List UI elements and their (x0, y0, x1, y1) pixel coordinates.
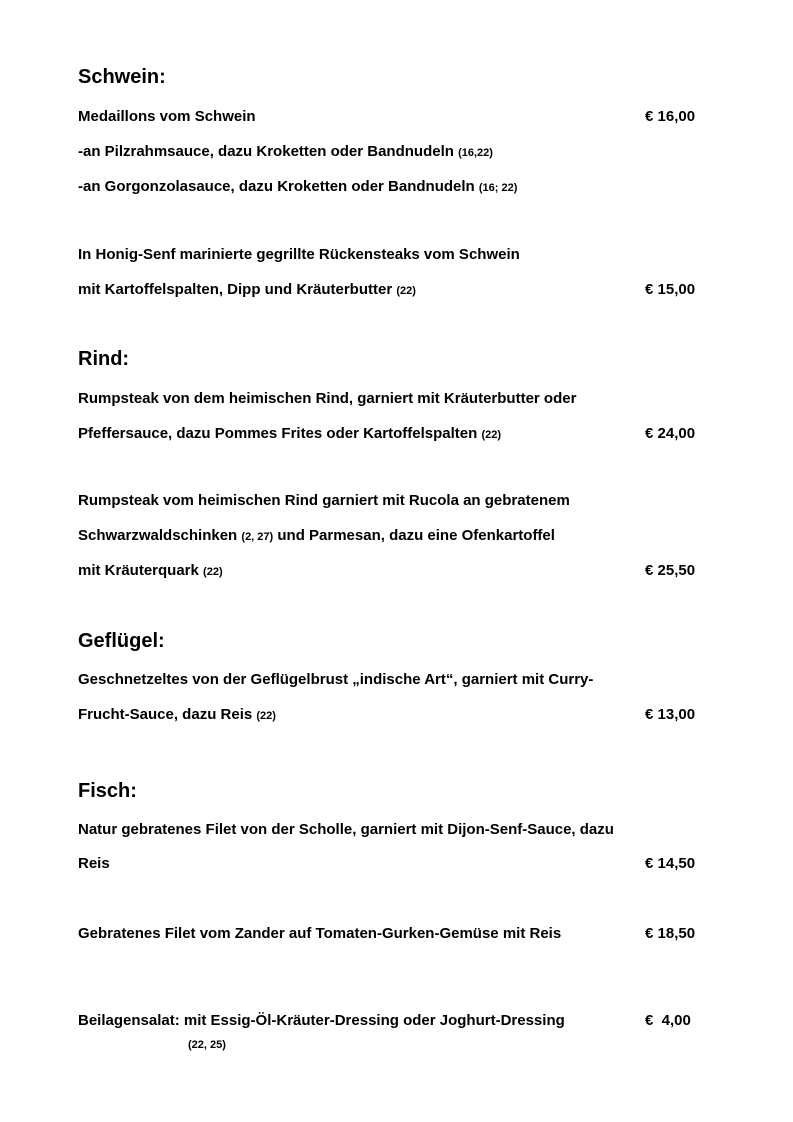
allergen-note: (22) (203, 566, 223, 578)
section-heading-rind: Rind: (78, 348, 130, 370)
menu-item-price: € 24,00 (645, 425, 696, 442)
menu-item-line: Natur gebratenes Filet von der Scholle, garniert mit Dijon-Senf-Sauce, dazu (78, 821, 614, 838)
allergen-note: (22, 25) (188, 1039, 226, 1051)
allergen-note: (2, 27) (241, 531, 274, 543)
allergen-note: (16; 22) (478, 182, 518, 194)
menu-item-line: Rumpsteak vom heimischen Rind garniert mit Rucola an gebratenem (78, 492, 570, 509)
menu-item-price: € 15,00 (645, 281, 696, 298)
section-heading-fisch: Fisch: (78, 780, 137, 802)
menu-item-line (78, 281, 416, 298)
menu-item-line (78, 527, 555, 544)
section-heading-gefluegel: Geflügel: (78, 630, 165, 652)
menu-item-price: € 4,00 (645, 1012, 691, 1029)
menu-item-text: Frucht-Sauce, dazu Reis (78, 706, 253, 723)
allergen-note: (16,22) (458, 147, 493, 159)
menu-item-line: Rumpsteak von dem heimischen Rind, garniert mit Kräuterbutter oder (78, 390, 577, 407)
menu-item-line: In Honig-Senf marinierte gegrillte Rückensteaks vom Schwein (78, 246, 520, 263)
menu-item-text: -an Pilzrahmsauce, dazu Kroketten oder Bandnudeln (78, 143, 454, 160)
menu-item-text: und Parmesan, dazu eine Ofenkartoffel (277, 527, 555, 544)
menu-item-line: Gebratenes Filet vom Zander auf Tomaten-Gurken-Gemüse mit Reis (78, 925, 562, 942)
menu-item-text: mit Kräuterquark (78, 562, 199, 579)
menu-item-price: € 13,00 (645, 706, 696, 723)
menu-item-price: € 16,00 (645, 108, 696, 125)
menu-item-line (78, 562, 223, 579)
menu-item-line: Geschnetzeltes von der Geflügelbrust „indische Art“, garniert mit Curry- (78, 671, 594, 688)
menu-item-line: Reis (78, 855, 110, 872)
menu-item-price: € 14,50 (645, 855, 696, 872)
menu-item-line (78, 425, 501, 442)
menu-item-line (78, 143, 493, 160)
menu-item-price: € 25,50 (645, 562, 696, 579)
section-heading-schwein: Schwein: (78, 66, 166, 88)
allergen-note: (22) (481, 429, 502, 441)
allergen-note: (22) (396, 285, 416, 297)
menu-item-line: Beilagensalat: mit Essig-Öl-Kräuter-Dressing oder Joghurt-Dressing (78, 1012, 565, 1029)
menu-item-price: € 18,50 (645, 925, 696, 942)
allergen-note: (22) (256, 710, 276, 722)
menu-item-title: Medaillons vom Schwein (78, 108, 256, 125)
menu-item-text: -an Gorgonzolasauce, dazu Kroketten oder Bandnudeln (78, 178, 475, 195)
menu-item-text: mit Kartoffelspalten, Dipp und Kräuterbutter (78, 281, 393, 298)
menu-item-line (78, 706, 276, 723)
menu-item-text: Pfeffersauce, dazu Pommes Frites oder Kartoffelspalten (78, 425, 478, 442)
menu-item-text: Schwarzwaldschinken (78, 527, 238, 544)
menu-item-line (78, 178, 517, 195)
